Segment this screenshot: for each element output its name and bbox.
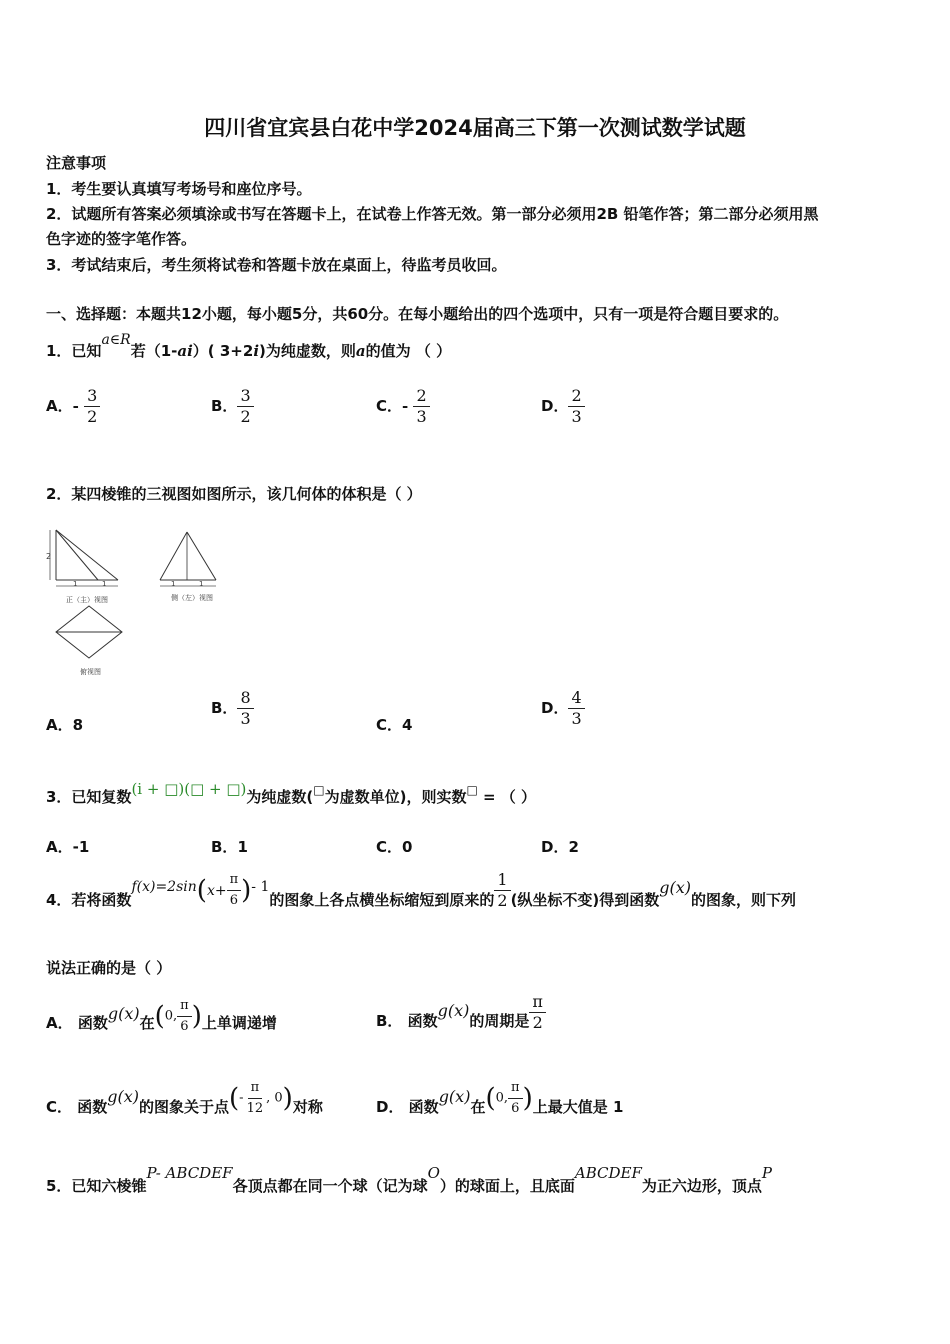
q1-cond: a∈R — [101, 332, 131, 348]
q1-a: a — [355, 342, 366, 360]
q1-option-c[interactable] — [376, 386, 430, 427]
height-label: 2 — [46, 552, 52, 561]
q5-mid: 各顶点都在同一个球（记为球 — [232, 1177, 428, 1195]
fraction: $\frac{1}{2}$ — [494, 870, 510, 911]
q3-pre: 3．已知复数 — [46, 788, 132, 806]
side-view-caption: 侧（左）视图 — [171, 594, 213, 602]
interval-start: 0, — [495, 1090, 509, 1106]
option-mid: 的周期是 — [469, 1011, 530, 1030]
q4-option-a[interactable] — [46, 996, 277, 1037]
option-mid: 的图象关于点 — [138, 1097, 229, 1116]
option-mid: 在 — [470, 1097, 486, 1116]
q5-sphere: O — [427, 1164, 440, 1182]
minus-sign: - — [239, 1090, 244, 1106]
q4-post: 的图象，则下列 — [691, 890, 797, 909]
option-label: D． 函数 — [376, 1097, 439, 1116]
front-view — [46, 530, 118, 604]
section-heading: 一、选择题：本题共12小题，每小题5分，共60分。在每小题给出的四个选项中，只有一项是符合题目要求的。 — [46, 305, 789, 323]
q3-box2: □ — [466, 783, 478, 797]
q1-option-b[interactable] — [211, 386, 254, 427]
option-label: B． 函数 — [376, 1011, 438, 1030]
q4-mid2: (纵坐标不变)得到函数 — [510, 890, 660, 909]
option-label: C． 函数 — [46, 1097, 108, 1116]
g-of-x: g(x) — [437, 1000, 470, 1020]
left-paren: ( — [485, 1083, 496, 1114]
q1-pre: 1．已知 — [46, 342, 102, 360]
option-label: C． — [376, 838, 403, 856]
q2-option-a[interactable] — [46, 714, 83, 735]
q4-pre: 4．若将函数 — [46, 890, 132, 909]
g-of-x: g(x) — [107, 1003, 140, 1023]
fraction: $\frac{3}{2}$ — [237, 386, 253, 427]
q4-mid: 的图象上各点横坐标缩短到原来的 — [269, 890, 495, 909]
q4-line2: 说法正确的是（ ） — [46, 959, 172, 977]
q1-mid2: ）( 3+2 — [192, 342, 254, 360]
q4-option-b[interactable] — [376, 992, 546, 1033]
notice-item-1: 1．考生要认真填写考场号和座位序号。 — [46, 180, 312, 198]
fraction: $\frac{\pi}{12}$ — [246, 1080, 264, 1116]
g-of-x: g(x) — [438, 1086, 471, 1106]
q4-x: x+ — [206, 883, 227, 899]
q3-option-d[interactable] — [541, 836, 579, 857]
q5-pyramid: P- ABCDEF — [146, 1164, 233, 1182]
option-mid: 在 — [139, 1013, 155, 1032]
left-paren: ( — [154, 1001, 165, 1032]
option-sign: - — [402, 397, 414, 415]
fraction: $\frac{2}{3}$ — [413, 386, 429, 427]
q1-mid: 若（1- — [130, 342, 178, 360]
q1-ai: ai — [177, 342, 193, 360]
q1-i: i — [253, 342, 260, 360]
option-label: A． — [46, 838, 73, 856]
q3-mid: 为纯虚数( — [246, 788, 314, 806]
option-post: 上最大值是 1 — [532, 1097, 624, 1116]
right-paren: ) — [191, 1001, 202, 1032]
interval-start: 0, — [164, 1008, 178, 1024]
option-sign: - — [72, 397, 85, 415]
q1-option-a[interactable] — [46, 386, 100, 427]
option-post: 对称 — [292, 1097, 323, 1116]
q4-option-c[interactable] — [46, 1078, 323, 1119]
page-title: 四川省宜宾县白花中学2024届高三下第一次测试数学试题 — [204, 116, 746, 140]
left-paren: ( — [196, 875, 207, 906]
point-y: , 0 — [266, 1090, 283, 1106]
right-paren: ) — [241, 875, 252, 906]
option-label: D． — [541, 699, 569, 717]
option-label: D． — [541, 838, 569, 856]
question-3 — [46, 780, 537, 807]
q4-option-d[interactable] — [376, 1078, 623, 1119]
q1-post: 的值为 （ ） — [365, 342, 452, 360]
q3-option-a[interactable] — [46, 836, 89, 857]
q3-mid2: 为虚数单位)，则实数 — [324, 788, 467, 806]
width-label: 1 — [73, 580, 78, 588]
option-text: -1 — [72, 838, 90, 856]
option-label: A． 函数 — [46, 1013, 108, 1032]
q3-post: = （ ） — [477, 788, 537, 806]
option-label: C． — [376, 716, 403, 734]
side-view — [160, 532, 216, 602]
top-view — [56, 606, 122, 676]
fraction: $\frac{\pi}{2}$ — [529, 992, 546, 1033]
q1-mid3: )为纯虚数，则 — [259, 342, 356, 360]
q3-option-b[interactable] — [211, 836, 248, 857]
notice-item-3: 3．考试结束后，考生须将试卷和答题卡放在桌面上，待监考员收回。 — [46, 256, 507, 274]
right-paren: ) — [282, 1083, 293, 1114]
three-view-figure — [40, 524, 240, 680]
notice-heading: 注意事项 — [46, 154, 107, 172]
q2-option-d[interactable] — [541, 688, 585, 729]
q5-mid2: ）的球面上，且底面 — [439, 1177, 575, 1195]
notice-item-2: 2．试题所有答案必须填涂或书写在答题卡上，在试卷上作答无效。第一部分必须用2B 铅笔作答；第二部分必须用黑 — [46, 205, 819, 223]
option-post: 上单调递增 — [201, 1013, 277, 1032]
g-of-x: g(x) — [107, 1086, 139, 1106]
option-label: D． — [541, 397, 569, 415]
option-text: 1 — [237, 838, 248, 856]
option-label: A． — [46, 397, 73, 415]
option-label: C． — [376, 397, 403, 415]
option-text: 0 — [402, 838, 413, 856]
front-view-caption: 正（主）视图 — [66, 596, 108, 604]
q2-option-b[interactable] — [211, 688, 254, 729]
q5-mid3: 为正六边形，顶点 — [641, 1177, 762, 1195]
option-text: 4 — [402, 716, 413, 734]
question-2: 2．某四棱锥的三视图如图所示，该几何体的体积是（ ） — [46, 485, 422, 503]
q4-minus1: - 1 — [251, 878, 270, 895]
question-1 — [46, 332, 452, 361]
q5-pre: 5．已知六棱锥 — [46, 1177, 147, 1195]
q4-f: f(x)=2sin — [131, 878, 197, 895]
fraction: $\frac{3}{2}$ — [84, 386, 100, 427]
option-label: B． — [211, 397, 238, 415]
width-label: 1 — [171, 580, 176, 588]
option-label: A． — [46, 716, 73, 734]
top-view-caption: 俯视图 — [80, 668, 101, 676]
option-label: B． — [211, 699, 238, 717]
fraction: $\frac{8}{3}$ — [237, 688, 253, 729]
q3-box: □ — [313, 783, 325, 797]
notice-item-2-cont: 色字迹的签字笔作答。 — [46, 230, 197, 248]
q5-vertex: P — [761, 1164, 773, 1182]
option-text: 2 — [568, 838, 579, 856]
q4-g: g(x) — [659, 877, 692, 897]
right-paren: ) — [522, 1083, 533, 1114]
fraction: $\frac{\pi}{6}$ — [508, 1078, 523, 1119]
width-label: 1 — [102, 580, 107, 588]
q5-base: ABCDEF — [574, 1164, 642, 1182]
left-paren: ( — [229, 1083, 240, 1114]
option-text: 8 — [72, 716, 84, 734]
q3-option-c[interactable] — [376, 836, 412, 857]
width-label: 1 — [199, 580, 204, 588]
question-4 — [46, 870, 796, 911]
fraction: $\frac{4}{3}$ — [568, 688, 584, 729]
q1-option-d[interactable] — [541, 386, 585, 427]
q2-option-c[interactable] — [376, 714, 412, 735]
fraction: $\frac{\pi}{6}$ — [177, 996, 192, 1037]
option-label: B． — [211, 838, 238, 856]
fraction: $\frac{\pi}{6}$ — [227, 870, 242, 911]
q3-expression: (i + □)(□ + □) — [131, 780, 247, 798]
fraction: $\frac{2}{3}$ — [568, 386, 584, 427]
question-5 — [46, 1158, 772, 1196]
